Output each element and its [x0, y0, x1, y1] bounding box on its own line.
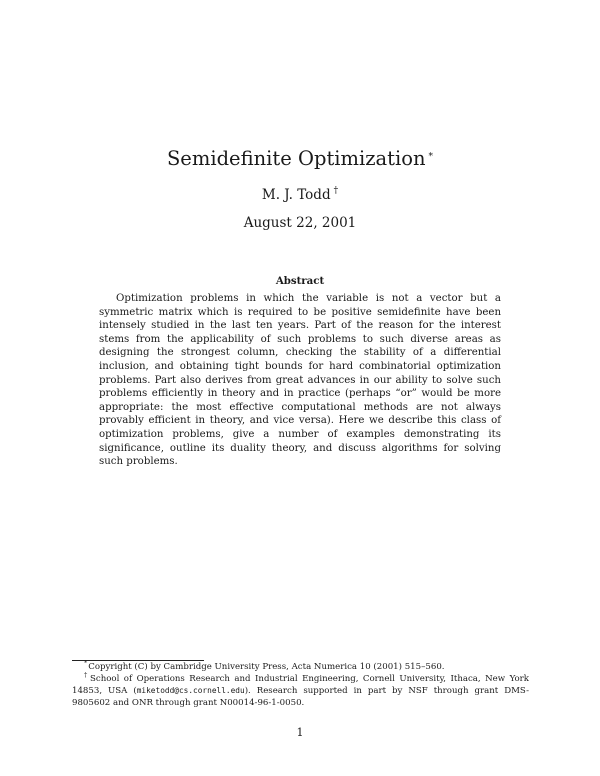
paper-title-text: Semidefinite Optimization [166, 147, 426, 170]
author-line [0, 186, 600, 204]
footnotes [72, 659, 529, 709]
author-footnote-mark: † [333, 186, 339, 196]
footnote-affiliation-funding: ). Research supported in part by NSF through grant DMS-9805602 and ONR through grant N00014-96-1-0050. [72, 686, 529, 708]
abstract-heading: Abstract [275, 275, 325, 287]
author-name: M. J. Todd [261, 187, 331, 203]
footnote-copyright-text: Copyright (C) by Cambridge University Press, Acta Numerica 10 (2001) 515–560. [88, 662, 445, 672]
publication-date: August 22, 2001 [243, 215, 357, 231]
abstract-body: Optimization problems in which the variable is not a vector but a symmetric matrix which is required to be positive semidefinite have been intensely studied in the last ten years. Part of the reason for the interest stems from the applicability of such problems to such diverse areas as designing the strongest column, checking the stability of a differential inclusion, and obtaining tight bounds for hard combinatorial optimization problems. Part also derives from great advances in our ability to solve such problems efficiently in theory and in practice (perhaps “or” would be more appropriate: the most effective computational methods are not always provably efficient in theory, and vice versa). Here we describe this class of optimization problems, give a number of examples demonstrating its significance, outline its duality theory, and discuss algorithms for solving such problems. [99, 293, 501, 468]
footnote-affiliation-text: School of Operations Research and Industrial Engineering, Cornell University, Ithaca, New York 14853, USA ( [72, 673, 529, 697]
footnote-copyright-mark: * [84, 659, 88, 667]
page-number: 1 [296, 726, 304, 739]
paper-title [0, 147, 600, 171]
footnote-affiliation [72, 670, 529, 710]
title-footnote-mark: * [428, 152, 434, 162]
author-email: miketodd@cs.cornell.edu [136, 686, 245, 696]
footnote-affiliation-mark: † [84, 670, 89, 679]
footnote-copyright [72, 659, 529, 674]
footnote-divider [72, 660, 204, 661]
